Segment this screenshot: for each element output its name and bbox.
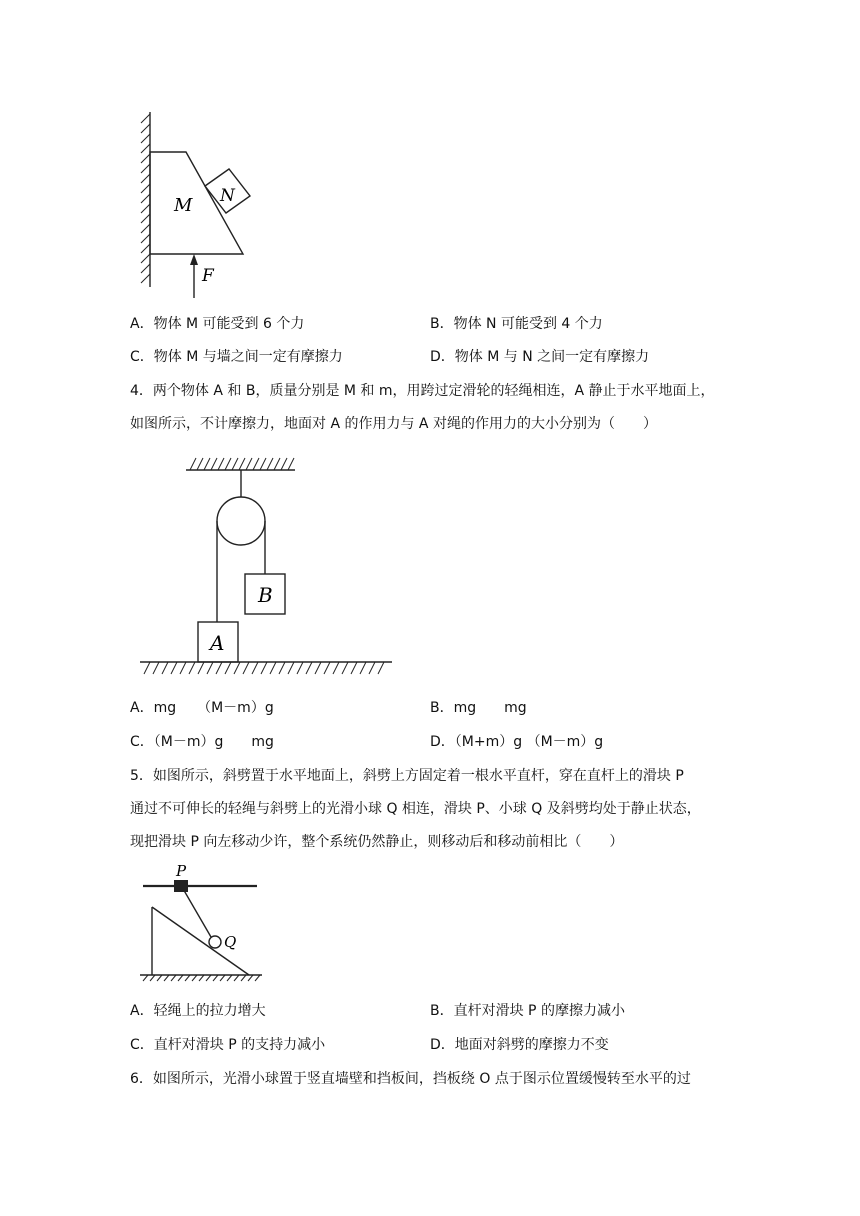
- q3-option-b: B．物体 N 可能受到 4 个力: [430, 316, 603, 332]
- q3-option-a: A．物体 M 可能受到 6 个力: [130, 316, 305, 332]
- q5-stem-line2: 通过不可伸长的轻绳与斜劈上的光滑小球 Q 相连，滑块 P、小球 Q 及斜劈均处于静止状态，: [130, 801, 701, 817]
- label-p: P: [176, 862, 187, 880]
- label-a: A: [210, 631, 225, 655]
- q4-option-d: D．（M+m）g （M－m）g: [430, 734, 604, 750]
- q5-stem-line1: 5．如图所示，斜劈置于水平地面上，斜劈上方固定着一根水平直杆，穿在直杆上的滑块 P: [130, 768, 684, 784]
- q4-option-a: A．mg （M－m）g: [130, 700, 274, 716]
- q4-stem-line1: 4．两个物体 A 和 B，质量分别是 M 和 m，用跨过定滑轮的轻绳相连，A 静止于水平地面上，: [130, 383, 715, 399]
- q4-option-c: C．（M－m）g mg: [130, 734, 274, 750]
- q5-option-d: D．地面对斜劈的摩擦力不变: [430, 1037, 609, 1053]
- q4-option-b: B．mg mg: [430, 700, 527, 716]
- label-q: Q: [224, 933, 237, 951]
- q3-option-c: C．物体 M 与墙之间一定有摩擦力: [130, 349, 343, 365]
- q5-option-b: B．直杆对滑块 P 的摩擦力减小: [430, 1003, 625, 1019]
- label-m: M: [174, 195, 193, 216]
- q5-option-c: C．直杆对滑块 P 的支持力减小: [130, 1037, 326, 1053]
- q5-option-a: A．轻绳上的拉力增大: [130, 1003, 266, 1019]
- label-n: N: [220, 186, 235, 206]
- q4-stem-line2: 如图所示，不计摩擦力，地面对 A 的作用力与 A 对绳的作用力的大小分别为（ ）: [130, 416, 657, 432]
- label-f: F: [202, 266, 214, 286]
- label-b: B: [258, 583, 273, 607]
- q3-option-d: D．物体 M 与 N 之间一定有摩擦力: [430, 349, 650, 365]
- q6-stem-line1: 6．如图所示，光滑小球置于竖直墙壁和挡板间，挡板绕 O 点于图示位置缓慢转至水平的过: [130, 1071, 691, 1087]
- q5-stem-line3: 现把滑块 P 向左移动少许，整个系统仍然静止，则移动后和移动前相比（ ）: [130, 834, 624, 850]
